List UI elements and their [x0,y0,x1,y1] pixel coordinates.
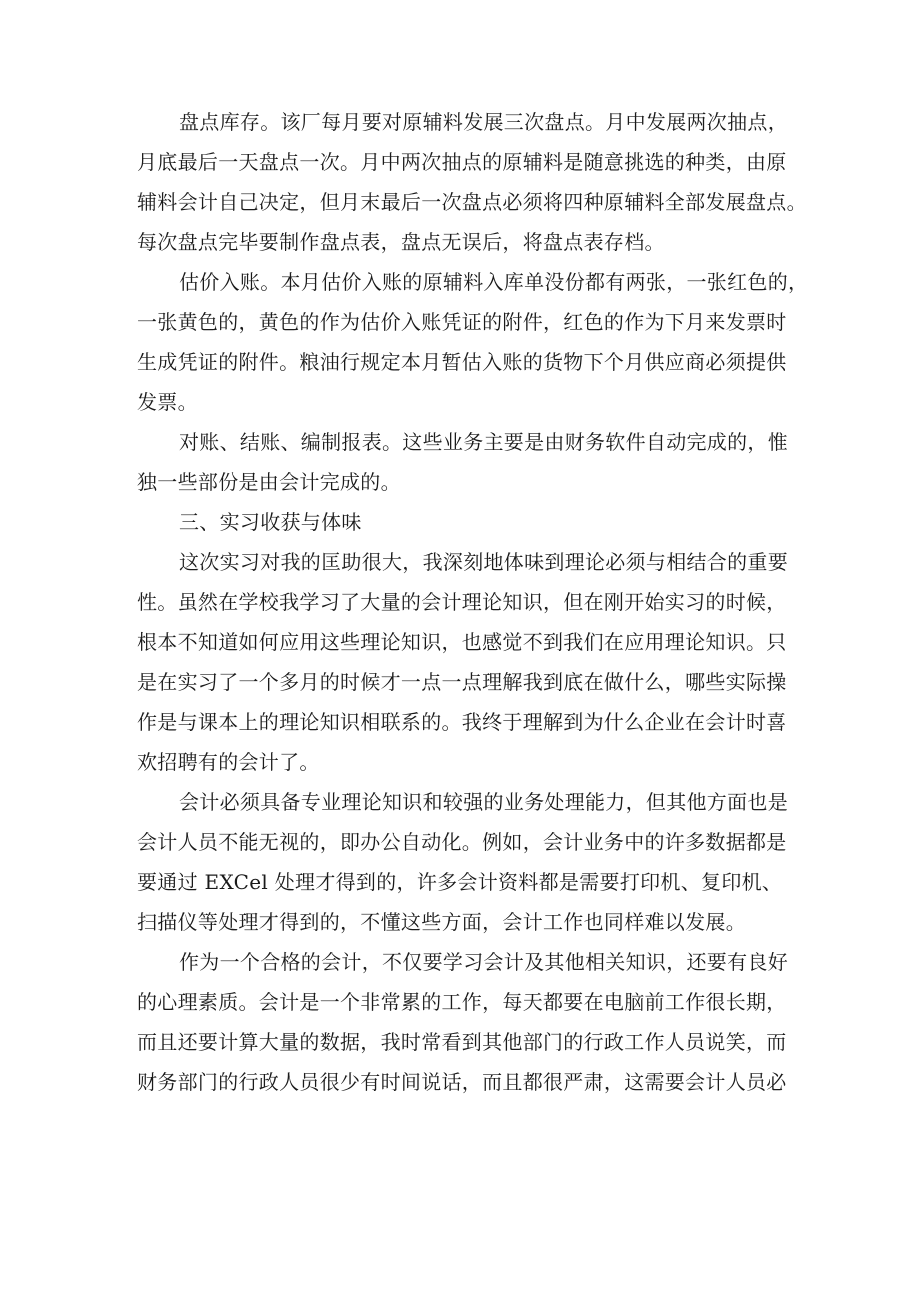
text-line: 作是与课本上的理论知识相联系的。我终于理解到为什么企业在会计时喜 [137,710,787,734]
paragraph-estimated-entry [137,262,809,422]
paragraph-inventory-count [137,102,807,262]
text-line: 独一些部份是由会计完成的。 [137,470,401,494]
section-title: 三、实习收获与体味 [179,510,362,534]
text-line: 扫描仪等处理才得到的，不懂这些方面，会计工作也同样难以发展。 [137,910,746,934]
text-line: 而且还要计算大量的数据，我时常看到其他部门的行政工作人员说笑，而 [137,1030,787,1054]
text-line: 财务部门的行政人员很少有时间说话，而且都很严肃，这需要会计人员必 [137,1070,787,1094]
text-line: 是在实习了一个多月的时候才一点一点理解我到底在做什么，哪些实际操 [137,670,787,694]
paragraph-psychological-quality [137,942,797,1102]
text-line: 作为一个合格的会计，不仅要学习会计及其他相关知识，还要有良好 [179,950,788,974]
paragraph-internship-gains [137,542,797,782]
paragraph-office-automation [137,782,797,942]
text-line: 发票。 [137,390,198,414]
text-line: 性。虽然在学校我学习了大量的会计理论知识，但在刚开始实习的时候， [137,590,787,614]
paragraph-reconciliation [137,422,797,502]
text-line: 每次盘点完毕要制作盘点表，盘点无误后，将盘点表存档。 [137,230,665,254]
text-line: 欢招聘有的会计了。 [137,750,320,774]
text-line: 对账、结账、编制报表。这些业务主要是由财务软件自动完成的，惟 [179,430,788,454]
section-heading [137,502,797,542]
document-body [137,102,809,1102]
text-line: 会计必须具备专业理论知识和较强的业务处理能力，但其他方面也是 [179,790,788,814]
text-line: 月底最后一天盘点一次。月中两次抽点的原辅料是随意挑选的种类，由原 [137,150,787,174]
text-line: 盘点库存。该厂每月要对原辅料发展三次盘点。月中发展两次抽点， [179,110,788,134]
text-line: 辅料会计自己决定，但月末最后一次盘点必须将四种原辅料全部发展盘点。 [137,190,807,214]
text-line: 的心理素质。会计是一个非常累的工作，每天都要在电脑前工作很长期， [137,990,787,1014]
text-line: 这次实习对我的匡助很大，我深刻地体味到理论必须与相结合的重要 [179,550,788,574]
text-line: 根本不知道如何应用这些理论知识，也感觉不到我们在应用理论知识。只 [137,630,787,654]
text-line: 生成凭证的附件。粮油行规定本月暂估入账的货物下个月供应商必须提供 [137,350,787,374]
text-line: 要通过 EXCel 处理才得到的，许多会计资料都是需要打印机、复印机、 [137,870,783,894]
text-line: 一张黄色的，黄色的作为估价入账凭证的附件，红色的作为下月来发票时 [137,310,787,334]
text-line: 估价入账。本月估价入账的原辅料入库单没份都有两张，一张红色的， [179,270,809,294]
text-line: 会计人员不能无视的，即办公自动化。例如，会计业务中的许多数据都是 [137,830,787,854]
